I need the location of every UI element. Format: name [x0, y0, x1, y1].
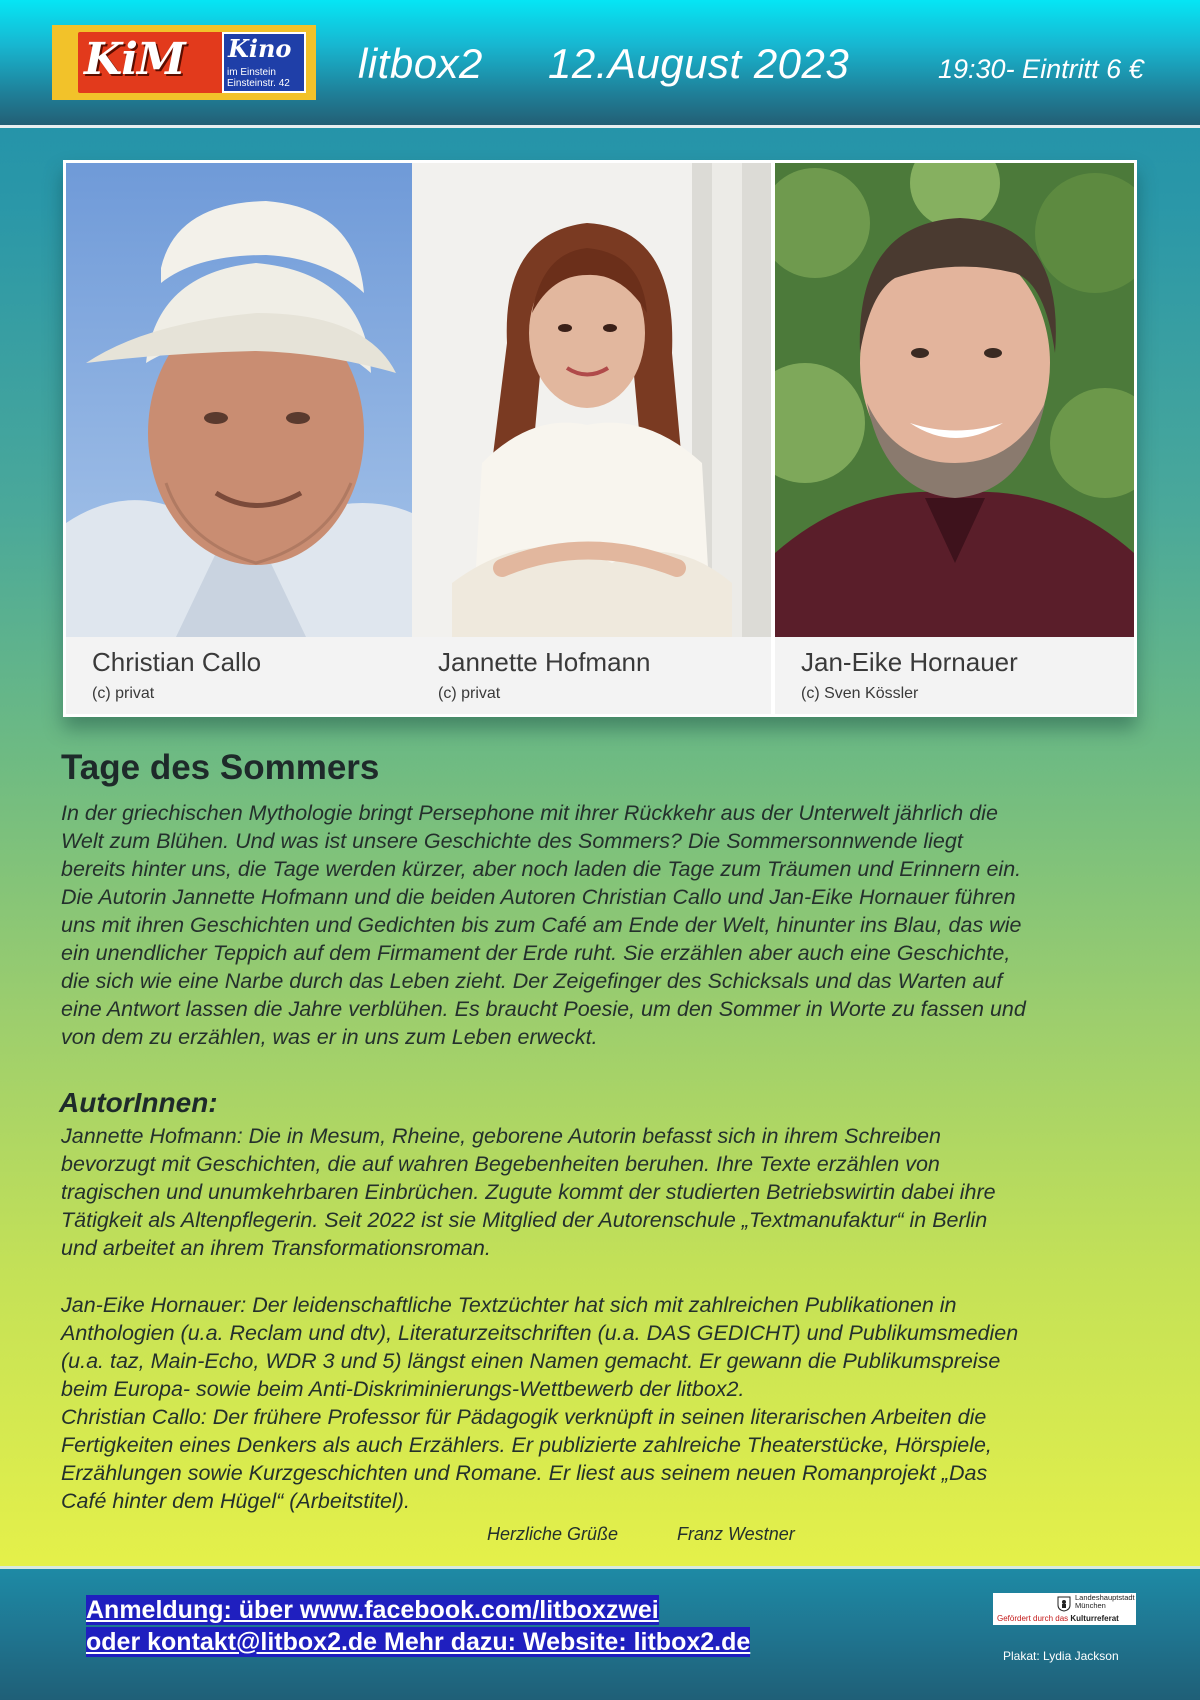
sponsor-funding-line: Gefördert durch das Kulturreferat	[997, 1614, 1119, 1623]
poster-credit: Plakat: Lydia Jackson	[1003, 1649, 1119, 1663]
caption-name: Christian Callo	[92, 647, 262, 677]
author-bio-hornauer: Jan-Eike Hornauer: Der leidenschaftliche Textzüchter hat sich mit zahlreichen Publikationen in Anthologien (u.a. Reclam und dtv), Literaturzeitschriften (u.a. DAS GEDICHT) und Publikumsmedien (u.a. taz, Main-Echo, WDR 3 und 5) längst einen Namen gemacht. Er gewann die Publikumspreise beim Europa- sowie beim Anti-Diskriminierungs-Wettbewerb der litbox2.	[61, 1293, 1019, 1401]
caption-credit: (c) privat	[438, 685, 501, 702]
logo-address-line2: Einsteinstr. 42	[227, 78, 290, 89]
signup-link-facebook[interactable]: Anmeldung: über www.facebook.com/litboxzwei	[86, 1596, 659, 1624]
logo-kino-text: Kino	[228, 34, 292, 63]
signup-link-contact-website[interactable]: oder kontakt@litbox2.de Mehr dazu: Website: litbox2.de	[86, 1628, 751, 1656]
sponsor-logo	[993, 1593, 1136, 1625]
author-bio-callo: Christian Callo: Der frühere Professor für Pädagogik verknüpft in seinen literarischen Arbeiten die Fertigkeiten eines Denkers als auch Erzählers. Er publizierte zahlreiche Theaterstücke, Hörspiele, Erzählungen sowie Kurzgeschichten und Romane. Er liest aus seinem neuen Romanprojekt „Das Café hinter dem Hügel“ (Arbeitstitel).	[61, 1405, 992, 1513]
caption-name: Jannette Hofmann	[438, 647, 651, 677]
closing-signature: Franz Westner	[677, 1524, 795, 1544]
kim-kino-logo	[52, 25, 316, 100]
caption-credit: (c) Sven Kössler	[801, 685, 919, 702]
closing-greeting: Herzliche Grüße	[487, 1524, 619, 1544]
caption-christian-callo	[66, 637, 412, 714]
caption-jan-eike-hornauer	[775, 637, 1134, 714]
author-photos-panel	[63, 160, 1137, 717]
caption-name: Jan-Eike Hornauer	[801, 647, 1018, 677]
author-bio-hofmann: Jannette Hofmann: Die in Mesum, Rheine, geborene Autorin befasst sich in ihrem Schreiben bevorzugt mit Geschichten, die auf wahren Begebenheiten beruhen. Ihre Texte erzählen von tragischen und unumkehrbaren Einbrüchen. Zugute kommt der studierten Betriebswirtin dabei ihre Tätigkeit als Altenpflegerin. Seit 2022 ist sie Mitglied der Autorenschule „Textmanufaktur“ in Berlin und arbeitet an ihrem Transformationsroman.	[61, 1124, 996, 1260]
photo-christian-callo	[66, 163, 412, 637]
photo-jan-eike-hornauer	[775, 163, 1134, 637]
logo-kino-panel	[222, 32, 306, 93]
footer	[0, 1566, 1200, 1700]
header-time-admission: 19:30- Eintritt 6 €	[938, 54, 1144, 84]
caption-credit: (c) privat	[92, 685, 155, 702]
munich-crest-icon	[1057, 1596, 1071, 1612]
photo-jannette-hofmann	[412, 163, 771, 637]
logo-kim-text: KiM	[84, 34, 185, 85]
caption-jannette-hofmann	[412, 637, 771, 714]
logo-address-line1: im Einstein	[227, 67, 276, 78]
sponsor-city: Landeshauptstadt München	[1075, 1593, 1135, 1610]
header-title: litbox2	[358, 40, 483, 87]
header	[0, 0, 1200, 128]
event-description: In der griechischen Mythologie bringt Persephone mit ihrer Rückkehr aus der Unterwelt jährlich die Welt zum Blühen. Und was ist unsere Geschichte des Sommers? Die Sommersonnwende liegt bereits hinter uns, die Tage werden kürzer, aber noch laden die Tage zum Träumen und Erinnern ein. Die Autorin Jannette Hofmann und die beiden Autoren Christian Callo und Jan-Eike Hornauer führen uns mit ihren Geschichten und Gedichten bis zum Café am Ende der Welt, hinunter ins Blau, das wie ein unendlicher Teppich auf dem Firmament der Erde ruht. Sie erzählen aber auch eine Geschichte, die sich wie eine Narbe durch das Leben zieht. Der Zeigefinger des Schicksals und das Warten auf eine Antwort lassen die Jahre verblühen. Es braucht Poesie, um den Sommer in Worte zu fassen und von dem zu erzählen, was er in uns zum Leben erweckt.	[61, 801, 1026, 1049]
event-title: Tage des Sommers	[61, 748, 380, 787]
header-date: 12.August 2023	[548, 40, 850, 87]
authors-heading: AutorInnen:	[59, 1087, 218, 1118]
